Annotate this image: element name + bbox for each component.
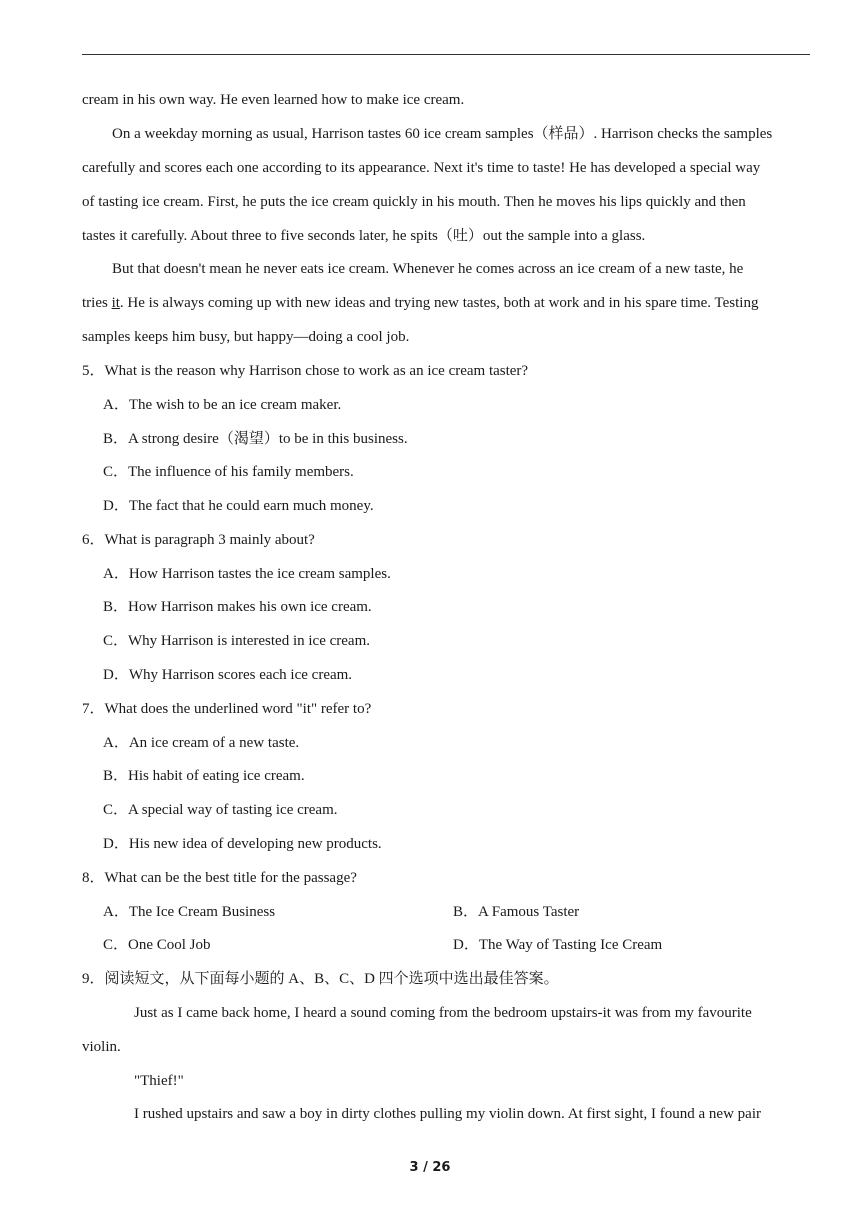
question-8-option-b: B．A Famous Taster (453, 904, 580, 920)
question-7-option-c: C．A special way of tasting ice cream. (103, 802, 338, 818)
passage-line: tastes it carefully. About three to five seconds later, he spits（吐）out the sample into a glass. (82, 228, 646, 244)
question-6-option-c: C．Why Harrison is interested in ice cream. (103, 633, 370, 649)
question-8-option-a: A．The Ice Cream Business (103, 904, 276, 920)
passage-line: Just as I came back home, I heard a sound coming from the bedroom upstairs-it was from my favourite (134, 1005, 752, 1021)
question-9-stem: 9．阅读短文，从下面每小题的 A、B、C、D 四个选项中选出最佳答案。 (82, 971, 559, 987)
passage-line: "Thief!" (134, 1073, 184, 1089)
question-6-stem: 6．What is paragraph 3 mainly about? (82, 532, 315, 548)
question-6-option-a: A．How Harrison tastes the ice cream samples. (103, 566, 391, 582)
question-6-option-d: D．Why Harrison scores each ice cream. (103, 667, 353, 683)
page-number: 3 / 26 (409, 1160, 451, 1175)
question-7-stem: 7．What does the underlined word "it" refer to? (82, 701, 372, 717)
question-5-option-b: B．A strong desire（渴望）to be in this business. (103, 431, 408, 447)
passage-line: I rushed upstairs and saw a boy in dirty clothes pulling my violin down. At first sight, I found a new pair (134, 1106, 761, 1122)
question-5-option-c: C．The influence of his family members. (103, 464, 354, 480)
question-8-option-c: C．One Cool Job (103, 937, 211, 953)
passage-line: of tasting ice cream. First, he puts the ice cream quickly in his mouth. Then he moves his lips quickly and then (82, 194, 746, 210)
passage-line: violin. (82, 1039, 121, 1055)
underlined-word-it: it (111, 295, 120, 311)
question-7-option-b: B．His habit of eating ice cream. (103, 768, 305, 784)
passage-line: But that doesn't mean he never eats ice cream. Whenever he comes across an ice cream of a new taste, he (112, 261, 744, 277)
passage-line: carefully and scores each one according to its appearance. Next it's time to taste! He has developed a special way (82, 160, 761, 176)
text-span: tries (82, 295, 112, 311)
question-7-option-d: D．His new idea of developing new products. (103, 836, 382, 852)
question-8-option-d: D．The Way of Tasting Ice Cream (453, 937, 663, 953)
passage-line: On a weekday morning as usual, Harrison tastes 60 ice cream samples（样品）. Harrison checks the samples (112, 126, 773, 142)
header-rule (82, 54, 810, 55)
text-span: . He is always coming up with new ideas and trying new tastes, both at work and in his spare time. Testing (119, 295, 759, 311)
question-5-stem: 5．What is the reason why Harrison chose to work as an ice cream taster? (82, 363, 529, 379)
question-5-option-a: A．The wish to be an ice cream maker. (103, 397, 342, 413)
question-8-stem: 8．What can be the best title for the passage? (82, 870, 357, 886)
question-5-option-d: D．The fact that he could earn much money. (103, 498, 374, 514)
question-6-option-b: B．How Harrison makes his own ice cream. (103, 599, 372, 615)
question-7-option-a: A．An ice cream of a new taste. (103, 735, 300, 751)
passage-line (82, 294, 758, 312)
passage-line: cream in his own way. He even learned how to make ice cream. (82, 92, 465, 108)
passage-line: samples keeps him busy, but happy—doing a cool job. (82, 329, 410, 345)
